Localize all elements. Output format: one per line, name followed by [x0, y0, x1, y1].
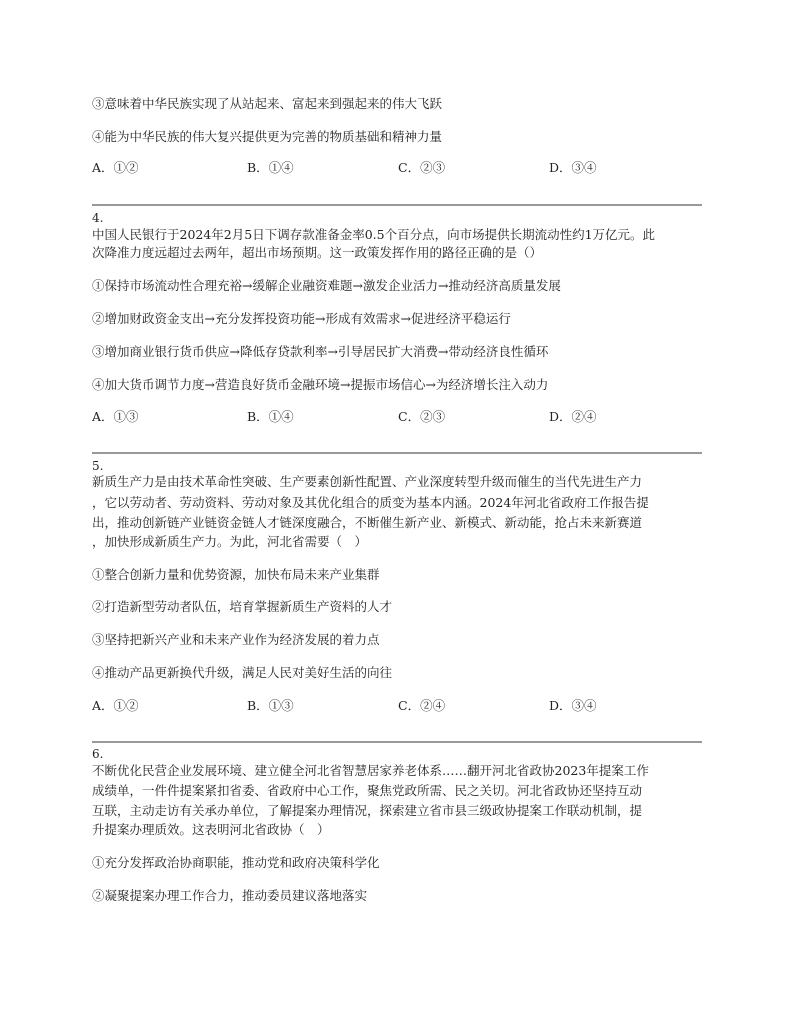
q4-stem-line: 中国人民银行于2024年2月5日下调存款准备金率0.5个百分点，向市场提供长期流动性约1万亿元。此 — [92, 227, 656, 242]
q5-stem-line: ，加快形成新质生产力。为此，河北省需要（ ） — [92, 534, 368, 549]
q4-option-3: ③增加商业银行货币供应→降低存贷款利率→引导居民扩大消费→带动经济良性循环 — [92, 344, 549, 359]
q3-option-4: ④能为中华民族的伟大复兴提供更为完善的物质基础和精神力量 — [92, 129, 443, 144]
q5-choice-d[interactable]: D．③④ — [549, 698, 597, 713]
q4-option-1: ①保持市场流动性合理充裕→缓解企业融资难题→激发企业活力→推动经济高质量发展 — [92, 278, 561, 293]
q5-stem-line: ，它以劳动者、劳动资料、劳动对象及其优化组合的质变为基本内涵。2024年河北省政府工作报告提 — [92, 495, 649, 510]
q5-choice-b[interactable]: B．①③ — [247, 698, 294, 713]
q6-stem-line: 升提案办理质效。这表明河北省政协（ ） — [92, 822, 330, 837]
q3-choice-d[interactable]: D．③④ — [549, 160, 597, 175]
q5-stem-line: 新质生产力是由技术革命性突破、生产要素创新性配置、产业深度转型升级而催生的当代先进生产力 — [92, 474, 643, 489]
q4-choice-a[interactable]: A．①③ — [92, 409, 139, 424]
q5-option-4: ④推动产品更新换代升级，满足人民对美好生活的向往 — [92, 665, 393, 680]
q4-choice-c[interactable]: C．②③ — [398, 409, 446, 424]
q6-option-2: ②凝聚提案办理工作合力，推动委员建议落地落实 — [92, 888, 368, 903]
q5-choice-c[interactable]: C．②④ — [398, 698, 446, 713]
q5-choice-a[interactable]: A．①② — [92, 698, 139, 713]
q3-choice-b[interactable]: B．①④ — [247, 160, 294, 175]
q6-number: 6. — [92, 747, 104, 761]
q6-stem-line: 互联，主动走访有关承办单位，了解提案办理情况，探索建立省市县三级政协提案工作联动机制，提 — [92, 803, 643, 818]
q5-option-3: ③坚持把新兴产业和未来产业作为经济发展的着力点 — [92, 632, 380, 647]
q4-choices — [92, 408, 702, 426]
q4-choice-d[interactable]: D．②④ — [549, 409, 597, 424]
q3-choices — [92, 159, 702, 177]
question-divider — [92, 204, 702, 206]
question-divider — [92, 452, 702, 454]
q4-number: 4. — [92, 211, 104, 225]
q6-stem-line: 成绩单，一件件提案紧扣省委、省政府中心工作，聚焦党政所需、民之关切。河北省政协还坚持互动 — [92, 783, 643, 798]
q5-number: 5. — [92, 459, 104, 473]
q3-choice-c[interactable]: C．②③ — [398, 160, 446, 175]
q5-option-1: ①整合创新力量和优势资源，加快布局未来产业集群 — [92, 567, 380, 582]
q5-choices — [92, 697, 702, 715]
q4-choice-b[interactable]: B．①④ — [247, 409, 294, 424]
q4-stem-line: 次降准力度远超过去两年，超出市场预期。这一政策发挥作用的路径正确的是（） — [92, 245, 543, 260]
q4-option-4: ④加大货币调节力度→营造良好货币金融环境→提振市场信心→为经济增长注入动力 — [92, 377, 549, 392]
q5-stem-line: 出，推动创新链产业链资金链人才链深度融合，不断催生新产业、新模式、新动能，抢占未来新赛道 — [92, 515, 643, 530]
q6-stem-line: 不断优化民营企业发展环境、建立健全河北省智慧居家养老体系……翻开河北省政协2023年提案工作 — [92, 763, 649, 778]
q4-option-2: ②增加财政资金支出→充分发挥投资功能→形成有效需求→促进经济平稳运行 — [92, 311, 511, 326]
q3-choice-a[interactable]: A．①② — [92, 160, 139, 175]
question-divider — [92, 741, 702, 743]
q5-option-2: ②打造新型劳动者队伍，培育掌握新质生产资料的人才 — [92, 599, 393, 614]
q3-option-3: ③意味着中华民族实现了从站起来、富起来到强起来的伟大飞跃 — [92, 96, 443, 111]
q6-option-1: ①充分发挥政治协商职能，推动党和政府决策科学化 — [92, 855, 380, 870]
